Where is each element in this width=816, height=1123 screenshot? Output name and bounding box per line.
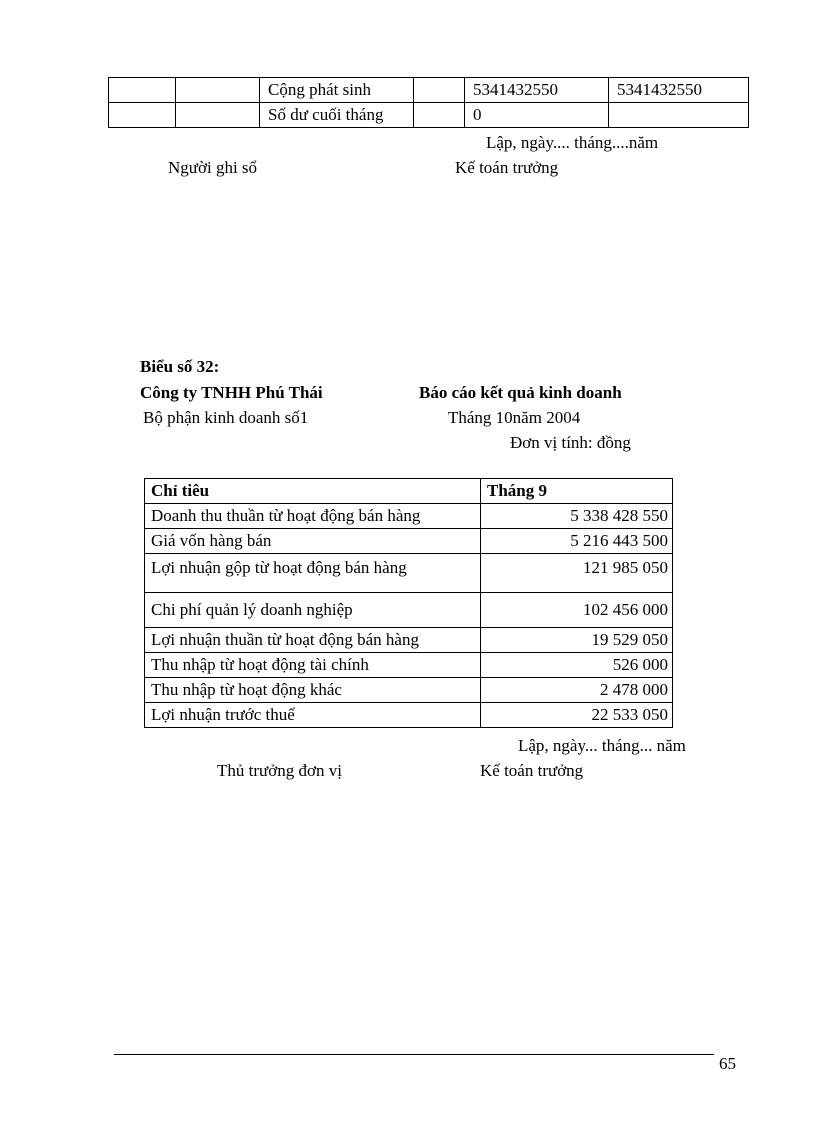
report-date-line: Lập, ngày... tháng... năm (518, 736, 686, 755)
table-row (145, 593, 673, 628)
row-label: Lợi nhuận thuần từ hoạt động bán hàng (145, 628, 481, 653)
ledger-cell (414, 78, 465, 103)
table-row (145, 703, 673, 728)
ledger-signature-chief-accountant: Kế toán trưởng (455, 158, 559, 177)
department-name: Bộ phận kinh doanh số1 (143, 408, 309, 427)
report-title: Báo cáo kết quả kinh doanh (419, 383, 622, 402)
ledger-row-label: Cộng phát sinh (260, 78, 414, 103)
table-row (145, 529, 673, 554)
report-signature-director: Thủ trưởng đơn vị (217, 761, 342, 780)
business-results-table (144, 478, 673, 728)
table-row (145, 504, 673, 529)
ledger-cell (176, 78, 260, 103)
ledger-cell (109, 78, 176, 103)
row-value: 22 533 050 (481, 703, 673, 728)
ledger-table (108, 77, 749, 128)
row-label: Lợi nhuận gộp từ hoạt động bán hàng (145, 554, 481, 593)
row-label: Chi phí quản lý doanh nghiệp (145, 593, 481, 628)
column-header-month: Tháng 9 (481, 479, 673, 504)
table-row (145, 678, 673, 703)
table-row (109, 103, 749, 128)
ledger-debit: 5341432550 (465, 78, 609, 103)
footer-rule (114, 1054, 714, 1055)
table-row (145, 554, 673, 593)
ledger-signature-recorder: Người ghi sổ (168, 158, 258, 177)
ledger-cell (414, 103, 465, 128)
column-header-indicator: Chỉ tiêu (145, 479, 481, 504)
row-value: 2 478 000 (481, 678, 673, 703)
table-header-row (145, 479, 673, 504)
row-value: 5 338 428 550 (481, 504, 673, 529)
report-signature-chief-accountant: Kế toán trưởng (480, 761, 584, 780)
row-value: 121 985 050 (481, 554, 673, 593)
table-row (145, 628, 673, 653)
row-label: Lợi nhuận trước thuế (145, 703, 481, 728)
row-label: Thu nhập từ hoạt động khác (145, 678, 481, 703)
ledger-credit (609, 103, 749, 128)
ledger-debit: 0 (465, 103, 609, 128)
form-number: Biểu số 32: (140, 357, 220, 376)
ledger-row-label: Số dư cuối tháng (260, 103, 414, 128)
row-label: Thu nhập từ hoạt động tài chính (145, 653, 481, 678)
page-number: 65 (719, 1054, 736, 1073)
company-name: Công ty TNHH Phú Thái (140, 383, 323, 402)
table-row (145, 653, 673, 678)
row-value: 5 216 443 500 (481, 529, 673, 554)
ledger-date-line: Lập, ngày.... tháng....năm (486, 133, 659, 152)
row-value: 19 529 050 (481, 628, 673, 653)
ledger-cell (109, 103, 176, 128)
ledger-cell (176, 103, 260, 128)
row-label: Doanh thu thuần từ hoạt động bán hàng (145, 504, 481, 529)
ledger-credit: 5341432550 (609, 78, 749, 103)
table-row (109, 78, 749, 103)
row-value: 526 000 (481, 653, 673, 678)
row-value: 102 456 000 (481, 593, 673, 628)
report-period: Tháng 10năm 2004 (448, 408, 581, 427)
row-label: Giá vốn hàng bán (145, 529, 481, 554)
currency-unit: Đơn vị tính: đồng (510, 433, 631, 452)
